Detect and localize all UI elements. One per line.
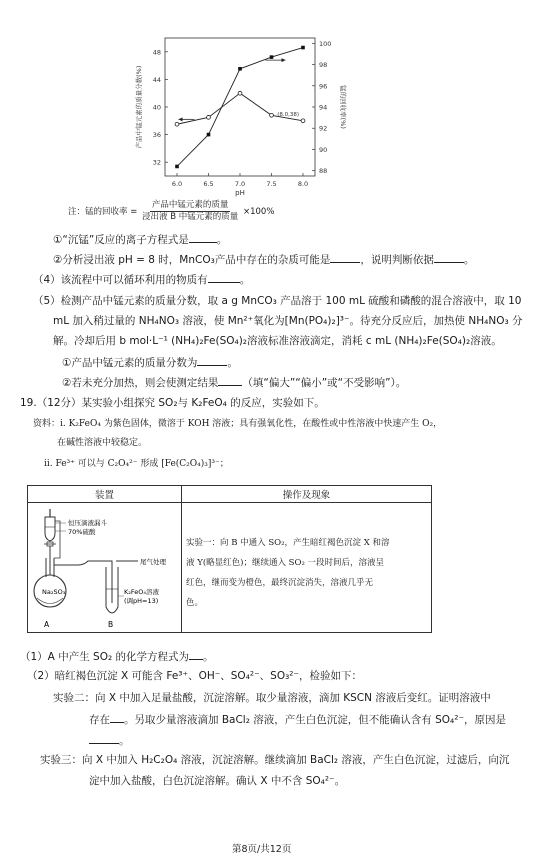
exp2-line3	[89, 733, 130, 748]
x-tick-label: 6.0	[171, 180, 183, 188]
answer-blank[interactable]	[330, 252, 360, 263]
q5-line2: mL 加入稍过量的 NH₄NO₃ 溶液，使 Mn²⁺氧化为[Mn(PO₄)₂]³⁻。待充分反应后，加热使 NH₄NO₃ 分	[53, 315, 523, 327]
q4-text: （4）该流程中可以循环利用的物质有	[33, 274, 208, 286]
series-line-recovery	[177, 48, 303, 167]
series-point-mn-content	[270, 113, 274, 117]
x-tick-label: 7.5	[266, 180, 277, 188]
answer-blank[interactable]	[89, 733, 119, 744]
q5-sub1-end: 。	[227, 357, 238, 369]
operation-cell	[182, 503, 432, 633]
q5-line1: （5）检测产品中锰元素的质量分数，取 a g MnCO₃ 产品溶于 100 mL 硫酸和磷酸的混合溶液中，取 10	[33, 295, 522, 307]
q-sub1-text: ①“沉锰”反应的离子方程式是	[53, 234, 189, 246]
funnel-label: 恒压滴液漏斗	[68, 519, 107, 527]
formula-suffix: ×100%	[242, 207, 275, 217]
exp2-line2-a: 存在	[89, 714, 110, 726]
info-line3: ii. Fe³⁺ 可以与 C₂O₄²⁻ 形成 [Fe(C₂O₄)₃]³⁻；	[44, 459, 229, 469]
apparatus-diagram	[28, 503, 179, 632]
y-right-tick-label: 88	[319, 167, 328, 176]
x-axis-label: pH	[235, 189, 245, 197]
series-point-mn-content	[238, 91, 242, 95]
y-right-tick-label: 90	[319, 145, 328, 154]
page-footer: 第8页/共12页	[232, 844, 292, 855]
exp3-line1: 实验三：向 X 中加入 H₂C₂O₄ 溶液，沉淀溶解。继续滴加 BaCl₂ 溶液，产生白色沉淀，过滤后，向沉	[40, 754, 510, 766]
q5-sub2	[62, 375, 406, 390]
y-left-tick-label: 40	[152, 103, 161, 112]
s1-line	[20, 649, 214, 664]
answer-blank[interactable]	[189, 649, 203, 660]
op-line-3: 红色，继而变为橙色，最终沉淀消失，溶液几乎无	[186, 578, 374, 588]
point-annotation: (8.0,38)	[277, 111, 299, 118]
q-sub2-text: ②分析浸出液 pH = 8 时，MnCO₃产品中存在的杂质可能是	[53, 254, 331, 266]
series-point-recovery	[301, 46, 305, 50]
apparatus-label-b: B	[108, 620, 114, 629]
exp2-line2	[89, 712, 506, 727]
experiment-table	[27, 485, 432, 633]
series-point-recovery	[175, 165, 179, 169]
exp2-line3-end: 。	[119, 735, 130, 747]
op-line-1: 实验一：向 B 中通入 SO₂，产生暗红褐色沉淀 X 和溶	[186, 538, 390, 548]
y-right-tick-label: 92	[319, 124, 328, 133]
answer-blank[interactable]	[208, 272, 240, 283]
formula-prefix: 注：锰的回收率 =	[68, 207, 138, 217]
answer-blank[interactable]	[218, 375, 242, 386]
series-point-mn-content	[301, 119, 305, 123]
y-left-tick-label: 32	[152, 158, 161, 167]
answer-blank[interactable]	[110, 712, 124, 723]
y-right-tick-label: 98	[319, 61, 328, 70]
q5-sub2-text: ②若未充分加热，则会使测定结果	[62, 377, 219, 389]
q5-sub2-end: （填“偏大”“偏小”或“不受影响”）。	[242, 377, 407, 389]
q5-sub1-text: ①产品中锰元素的质量分数为	[62, 357, 198, 369]
exp2-line2-b: 。另取少量溶液滴加 BaCl₂ 溶液，产生白色沉淀，但不能确认含有 SO₄²⁻，原因是	[124, 714, 506, 726]
s1-end: 。	[203, 651, 214, 663]
formula-numerator: 产品中锰元素的质量	[151, 200, 229, 210]
acid-label: 70%硫酸	[68, 528, 96, 536]
y-right-tick-label: 100	[319, 39, 332, 48]
op-line-2: 液 Y(略显红色)；继续通入 SO₂ 一段时间后，溶液呈	[186, 558, 385, 568]
formula-denominator: 浸出液 B 中锰元素的质量	[142, 212, 239, 222]
series-point-recovery	[238, 67, 242, 71]
q-sub2-end: 。	[463, 254, 475, 266]
manganese-ph-chart	[95, 18, 375, 198]
y-right-tick-label: 96	[319, 82, 328, 91]
series-point-recovery	[270, 55, 274, 59]
recovery-formula-note	[68, 200, 274, 223]
table-header-operation: 操作及现象	[182, 486, 432, 503]
q5-line3: 解。冷却后用 b mol·L⁻¹ (NH₄)₂Fe(SO₄)₂溶液标准溶液滴定，消耗 c mL (NH₄)₂Fe(SO₄)₂溶液。	[53, 335, 502, 347]
series-point-mn-content	[207, 115, 211, 119]
mn-axis-arrow-head	[179, 117, 183, 121]
answer-blank[interactable]	[197, 355, 227, 366]
x-tick-label: 7.0	[234, 180, 246, 188]
q4-end: 。	[239, 274, 251, 286]
series-line-mn-content	[177, 93, 303, 124]
tube-content-label-2: (调pH=13)	[124, 597, 159, 605]
flask-content-label: Na₂SO₃	[42, 588, 66, 596]
y-right-axis-label: 锰的回收率(%)	[339, 85, 347, 129]
table-header-apparatus: 装置	[28, 486, 182, 503]
exp3-line2: 淀中加入盐酸，白色沉淀溶解。确认 X 中不含 SO₄²⁻。	[89, 775, 346, 787]
q-sub1	[53, 232, 227, 247]
info-line1: 资料：i. K₂FeO₄ 为紫色固体，微溶于 KOH 溶液；具有强氧化性，在酸性或中性溶液中快速产生 O₂，	[33, 419, 443, 429]
info-line2: 在碱性溶液中较稳定。	[57, 438, 148, 448]
y-left-tick-label: 48	[152, 48, 161, 57]
series-point-recovery	[207, 133, 211, 137]
answer-blank[interactable]	[189, 232, 217, 243]
tail-gas-label: 尾气处理	[140, 558, 166, 566]
series-point-mn-content	[175, 122, 179, 126]
op-line-4: 色。	[186, 598, 204, 608]
apparatus-cell	[28, 503, 182, 633]
y-left-tick-label: 36	[152, 131, 161, 140]
answer-blank[interactable]	[434, 252, 464, 263]
recovery-axis-arrow-head	[282, 58, 286, 62]
s2-line: （2）暗红褐色沉淀 X 可能含 Fe³⁺、OH⁻、SO₄²⁻、SO₃²⁻，检验如下：	[27, 670, 363, 682]
x-tick-label: 6.5	[203, 180, 214, 188]
y-left-axis-label: 产品中锰元素的质量分数(%)	[135, 65, 143, 149]
apparatus-label-a: A	[44, 620, 50, 629]
tube-content-label-1: K₂FeO₄溶液	[124, 588, 159, 596]
q19-heading: 19.（12分）某实验小组探究 SO₂与 K₂FeO₄ 的反应，实验如下。	[20, 397, 325, 409]
exp2-line1: 实验二：向 X 中加入足量盐酸，沉淀溶解。取少量溶液，滴加 KSCN 溶液后变红。证明溶液中	[53, 692, 491, 704]
q-sub1-end: 。	[216, 234, 228, 246]
y-right-tick-label: 94	[319, 103, 328, 112]
q-sub2-text-b: ，说明判断依据	[360, 254, 434, 266]
q4	[33, 272, 250, 287]
q-sub2	[53, 252, 474, 267]
formula-fraction	[140, 200, 240, 223]
q5-sub1	[62, 355, 238, 370]
x-tick-label: 8.0	[297, 180, 309, 188]
y-left-tick-label: 44	[152, 75, 161, 84]
s1-text: （1）A 中产生 SO₂ 的化学方程式为	[20, 651, 190, 663]
